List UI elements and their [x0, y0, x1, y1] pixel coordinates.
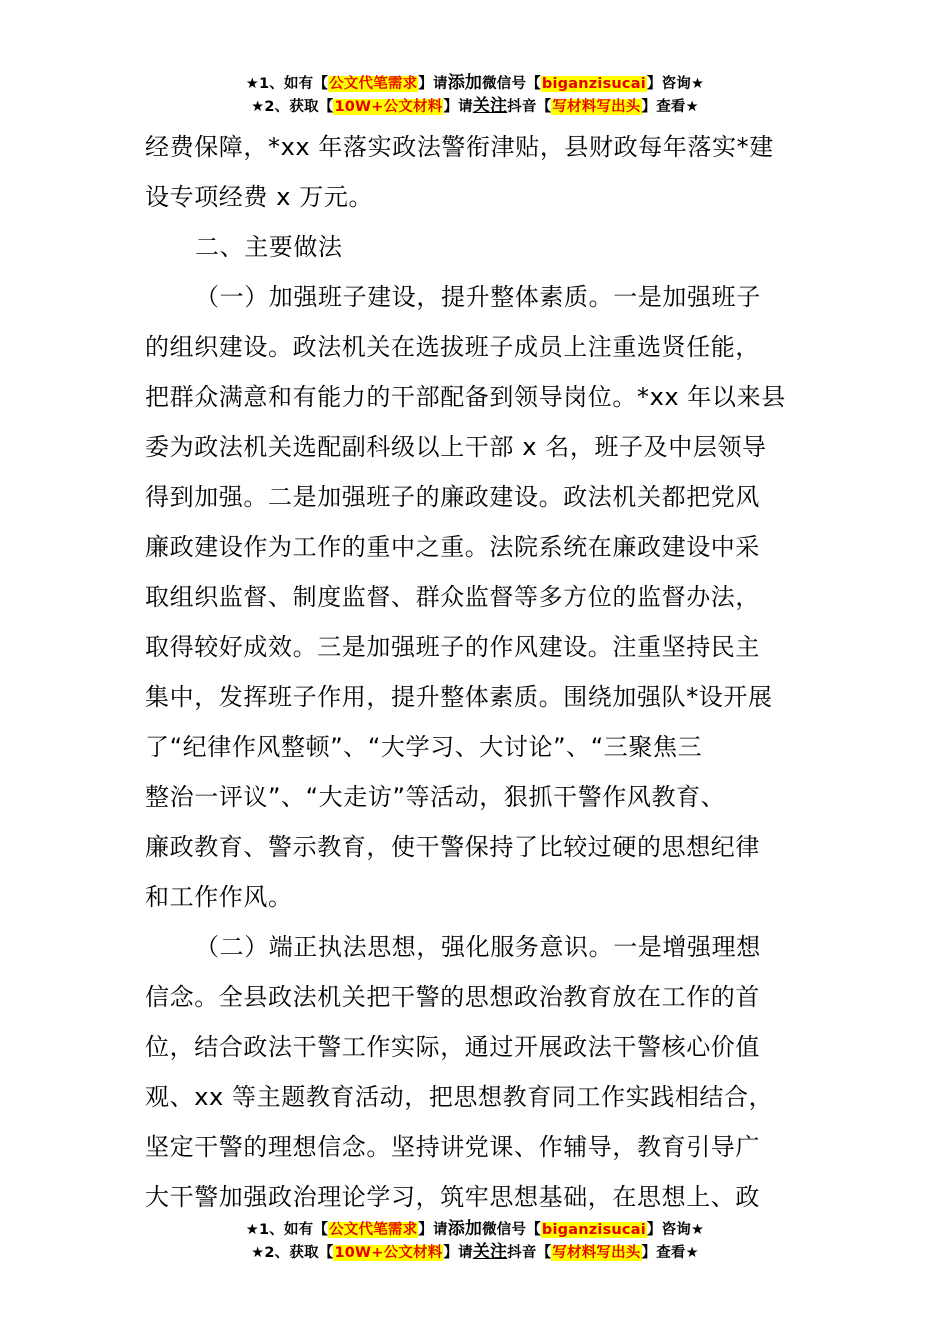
- banner-text: 】请: [443, 1245, 473, 1261]
- banner-text: ★2、获取【: [251, 99, 334, 115]
- banner-highlight-materials: 10W+公文材料: [334, 1245, 443, 1261]
- text-line: 得到加强。二是加强班子的廉政建设。政法机关都把党风: [145, 483, 760, 511]
- banner-emphasis: 关注: [472, 96, 508, 116]
- text-line: 坚定干警的理想信念。坚持讲党课、作辅导，教育引导广: [145, 1133, 760, 1161]
- top-banner: [0, 72, 950, 118]
- banner-text: 】咨询★: [646, 1222, 705, 1238]
- banner-text: ★1、如有【: [245, 76, 329, 92]
- banner-emphasis: 关注: [472, 1242, 508, 1262]
- text-line: 廉政教育、警示教育，使干警保持了比较过硬的思想纪律: [145, 833, 760, 861]
- banner-text: 微信号【: [482, 1222, 541, 1238]
- banner-text: 】请: [418, 1222, 448, 1238]
- banner-line-2: [0, 1241, 950, 1264]
- text-line: 观、xx 等主题教育活动，把思想教育同工作实践相结合，: [145, 1083, 774, 1111]
- text-line: 取得较好成效。三是加强班子的作风建设。注重坚持民主: [145, 633, 760, 661]
- text-line: 委为政法机关选配副科级以上干部 x 名，班子及中层领导: [145, 433, 767, 461]
- banner-highlight-service: 公文代笔需求: [329, 76, 418, 92]
- banner-text: 】请: [443, 99, 473, 115]
- text-line: 的组织建设。政法机关在选拔班子成员上注重选贤任能，: [145, 333, 760, 361]
- text-line: 集中，发挥班子作用，提升整体素质。围绕加强队*设开展: [145, 683, 773, 711]
- banner-line-1: [0, 72, 950, 95]
- banner-text: 】查看★: [641, 1245, 699, 1261]
- text-line: 大干警加强政治理论学习，筑牢思想基础，在思想上、政: [145, 1183, 760, 1211]
- banner-line-1: [0, 1218, 950, 1241]
- banner-highlight-wechat-id: biganzisucai: [541, 1222, 646, 1238]
- text-line: 和工作作风。: [145, 883, 293, 911]
- banner-text: ★2、获取【: [251, 1245, 334, 1261]
- banner-highlight-service: 公文代笔需求: [329, 1222, 418, 1238]
- banner-text: 】查看★: [641, 99, 699, 115]
- text-line: 信念。全县政法机关把干警的思想政治教育放在工作的首: [145, 983, 760, 1011]
- banner-text: 抖音【: [507, 99, 552, 115]
- banner-emphasis: 添加: [447, 73, 483, 93]
- banner-text: ★1、如有【: [245, 1222, 329, 1238]
- section-heading: 二、主要做法: [195, 233, 343, 261]
- banner-highlight-douyin: 写材料写出头: [552, 1245, 641, 1261]
- banner-text: 】请: [418, 76, 448, 92]
- banner-line-2: [0, 95, 950, 118]
- text-line: 经费保障，*xx 年落实政法警衔津贴，县财政每年落实*建: [145, 133, 774, 161]
- text-line: 取组织监督、制度监督、群众监督等多方位的监督办法，: [145, 583, 760, 611]
- text-line: 设专项经费 x 万元。: [145, 183, 374, 211]
- text-line: 位，结合政法干警工作实际，通过开展政法干警核心价值: [145, 1033, 760, 1061]
- banner-highlight-wechat-id: biganzisucai: [541, 76, 646, 92]
- text-line: 整治一评议”、“大走访”等活动，狠抓干警作风教育、: [145, 783, 726, 811]
- banner-text: 抖音【: [507, 1245, 552, 1261]
- banner-emphasis: 添加: [447, 1219, 483, 1239]
- banner-highlight-douyin: 写材料写出头: [552, 99, 641, 115]
- banner-text: 】咨询★: [646, 76, 705, 92]
- text-line: 把群众满意和有能力的干部配备到领导岗位。*xx 年以来县: [145, 383, 786, 411]
- document-body: [145, 122, 810, 1222]
- banner-text: 微信号【: [482, 76, 541, 92]
- bottom-banner: [0, 1218, 950, 1264]
- text-line: 了“纪律作风整顿”、“大学习、大讨论”、“三聚焦三: [145, 733, 703, 761]
- banner-highlight-materials: 10W+公文材料: [334, 99, 443, 115]
- paragraph-start: （一）加强班子建设，提升整体素质。一是加强班子: [195, 283, 761, 311]
- text-line: 廉政建设作为工作的重中之重。法院系统在廉政建设中采: [145, 533, 760, 561]
- paragraph-start: （二）端正执法思想，强化服务意识。一是增强理想: [195, 933, 761, 961]
